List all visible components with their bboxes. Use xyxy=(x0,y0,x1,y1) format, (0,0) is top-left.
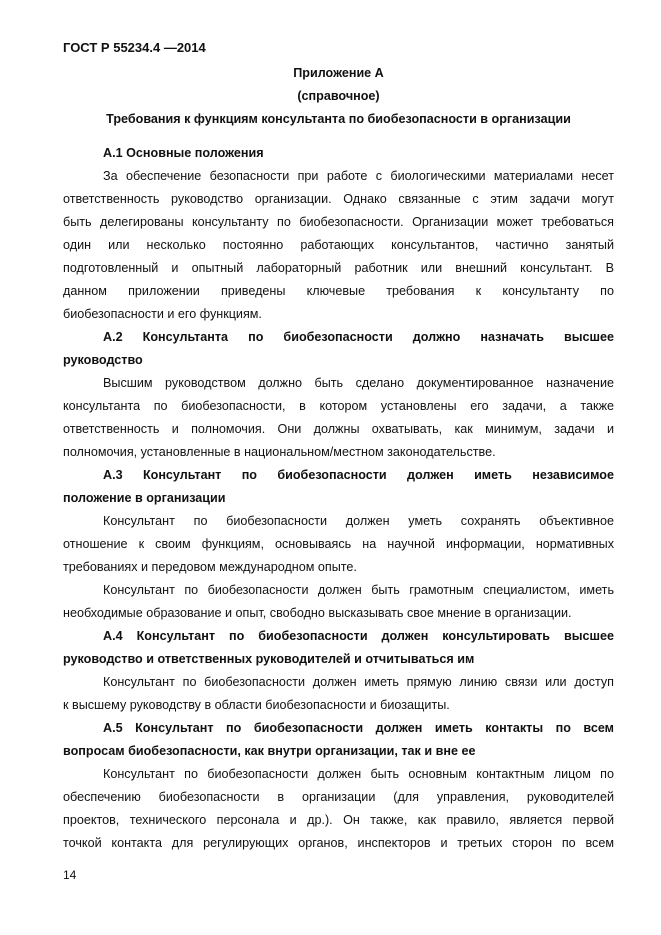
section-a4-heading: А.4 Консультант по биобезопасности должен консультировать высшее xyxy=(103,629,614,643)
section-a2-line: ответственность и полномочия. Они должны охватывать, как минимум, задачи и xyxy=(63,422,614,436)
section-a1-line: быть делегированы консультанту по биобезопасности. Организации может требоваться xyxy=(63,215,614,229)
section-a3-line: отношение к своим функциям, основываясь на научной информации, нормативных xyxy=(63,537,614,551)
section-a5-heading: А.5 Консультант по биобезопасности должен иметь контакты по всем xyxy=(103,721,614,735)
appendix-title: Приложение А xyxy=(293,66,384,80)
page-content xyxy=(63,62,614,855)
section-a3-heading: положение в организации xyxy=(63,491,226,505)
section-a1-line: биобезопасности и его функциям. xyxy=(63,307,262,321)
section-a3-line: требованиях и передовом международном опыте. xyxy=(63,560,357,574)
section-a4-heading: руководство и ответственных руководителей и отчитываться им xyxy=(63,652,475,666)
section-a2-line: консультанта по биобезопасности, в котором установлены его задачи, а также xyxy=(63,399,614,413)
section-a2-heading: А.2 Консультанта по биобезопасности должно назначать высшее xyxy=(103,330,614,344)
section-a1-heading: А.1 Основные положения xyxy=(103,146,264,160)
appendix-type: (справочное) xyxy=(297,89,380,103)
section-a3-heading: А.3 Консультант по биобезопасности должен иметь независимое xyxy=(103,468,614,482)
standard-header: ГОСТ Р 55234.4 —2014 xyxy=(63,40,206,55)
section-a4-line: Консультант по биобезопасности должен иметь прямую линию связи или доступ xyxy=(103,675,614,689)
section-a5-line: Консультант по биобезопасности должен быть основным контактным лицом по xyxy=(103,767,614,781)
section-a3-line: необходимые образование и опыт, свободно высказывать свое мнение в организации. xyxy=(63,606,572,620)
section-a2-line: полномочия, установленные в национальном/местном законодательстве. xyxy=(63,445,496,459)
section-a4-line: к высшему руководству в области биобезопасности и биозащиты. xyxy=(63,698,450,712)
section-a5-line: обеспечению биобезопасности в организации (для управления, руководителей xyxy=(63,790,614,804)
section-a5-line: точкой контакта для регулирующих органов, инспекторов и третьих сторон по всем xyxy=(63,836,614,850)
section-a1-line: данном приложении приведены ключевые требования к консультанту по xyxy=(63,284,614,298)
section-a3-line: Консультант по биобезопасности должен быть грамотным специалистом, иметь xyxy=(103,583,614,597)
section-a1-line: За обеспечение безопасности при работе с биологическими материалами несет xyxy=(103,169,614,183)
section-a5-line: проектов, технического персонала и др.). Он также, как правило, является первой xyxy=(63,813,614,827)
appendix-subtitle: Требования к функциям консультанта по биобезопасности в организации xyxy=(106,112,571,126)
section-a1-line: один или несколько постоянно работающих консультантов, частично занятый xyxy=(63,238,614,252)
section-a1-line: ответственность руководство организации. Однако связанные с этим задачи могут xyxy=(63,192,614,206)
section-a1-line: подготовленный и опытный лабораторный работник или внешний консультант. В xyxy=(63,261,614,275)
section-a3-line: Консультант по биобезопасности должен уметь сохранять объективное xyxy=(103,514,614,528)
section-a2-heading: руководство xyxy=(63,353,143,367)
page-number: 14 xyxy=(63,868,77,882)
section-a2-line: Высшим руководством должно быть сделано документированное назначение xyxy=(103,376,614,390)
section-a5-heading: вопросам биобезопасности, как внутри организации, так и вне ее xyxy=(63,744,476,758)
